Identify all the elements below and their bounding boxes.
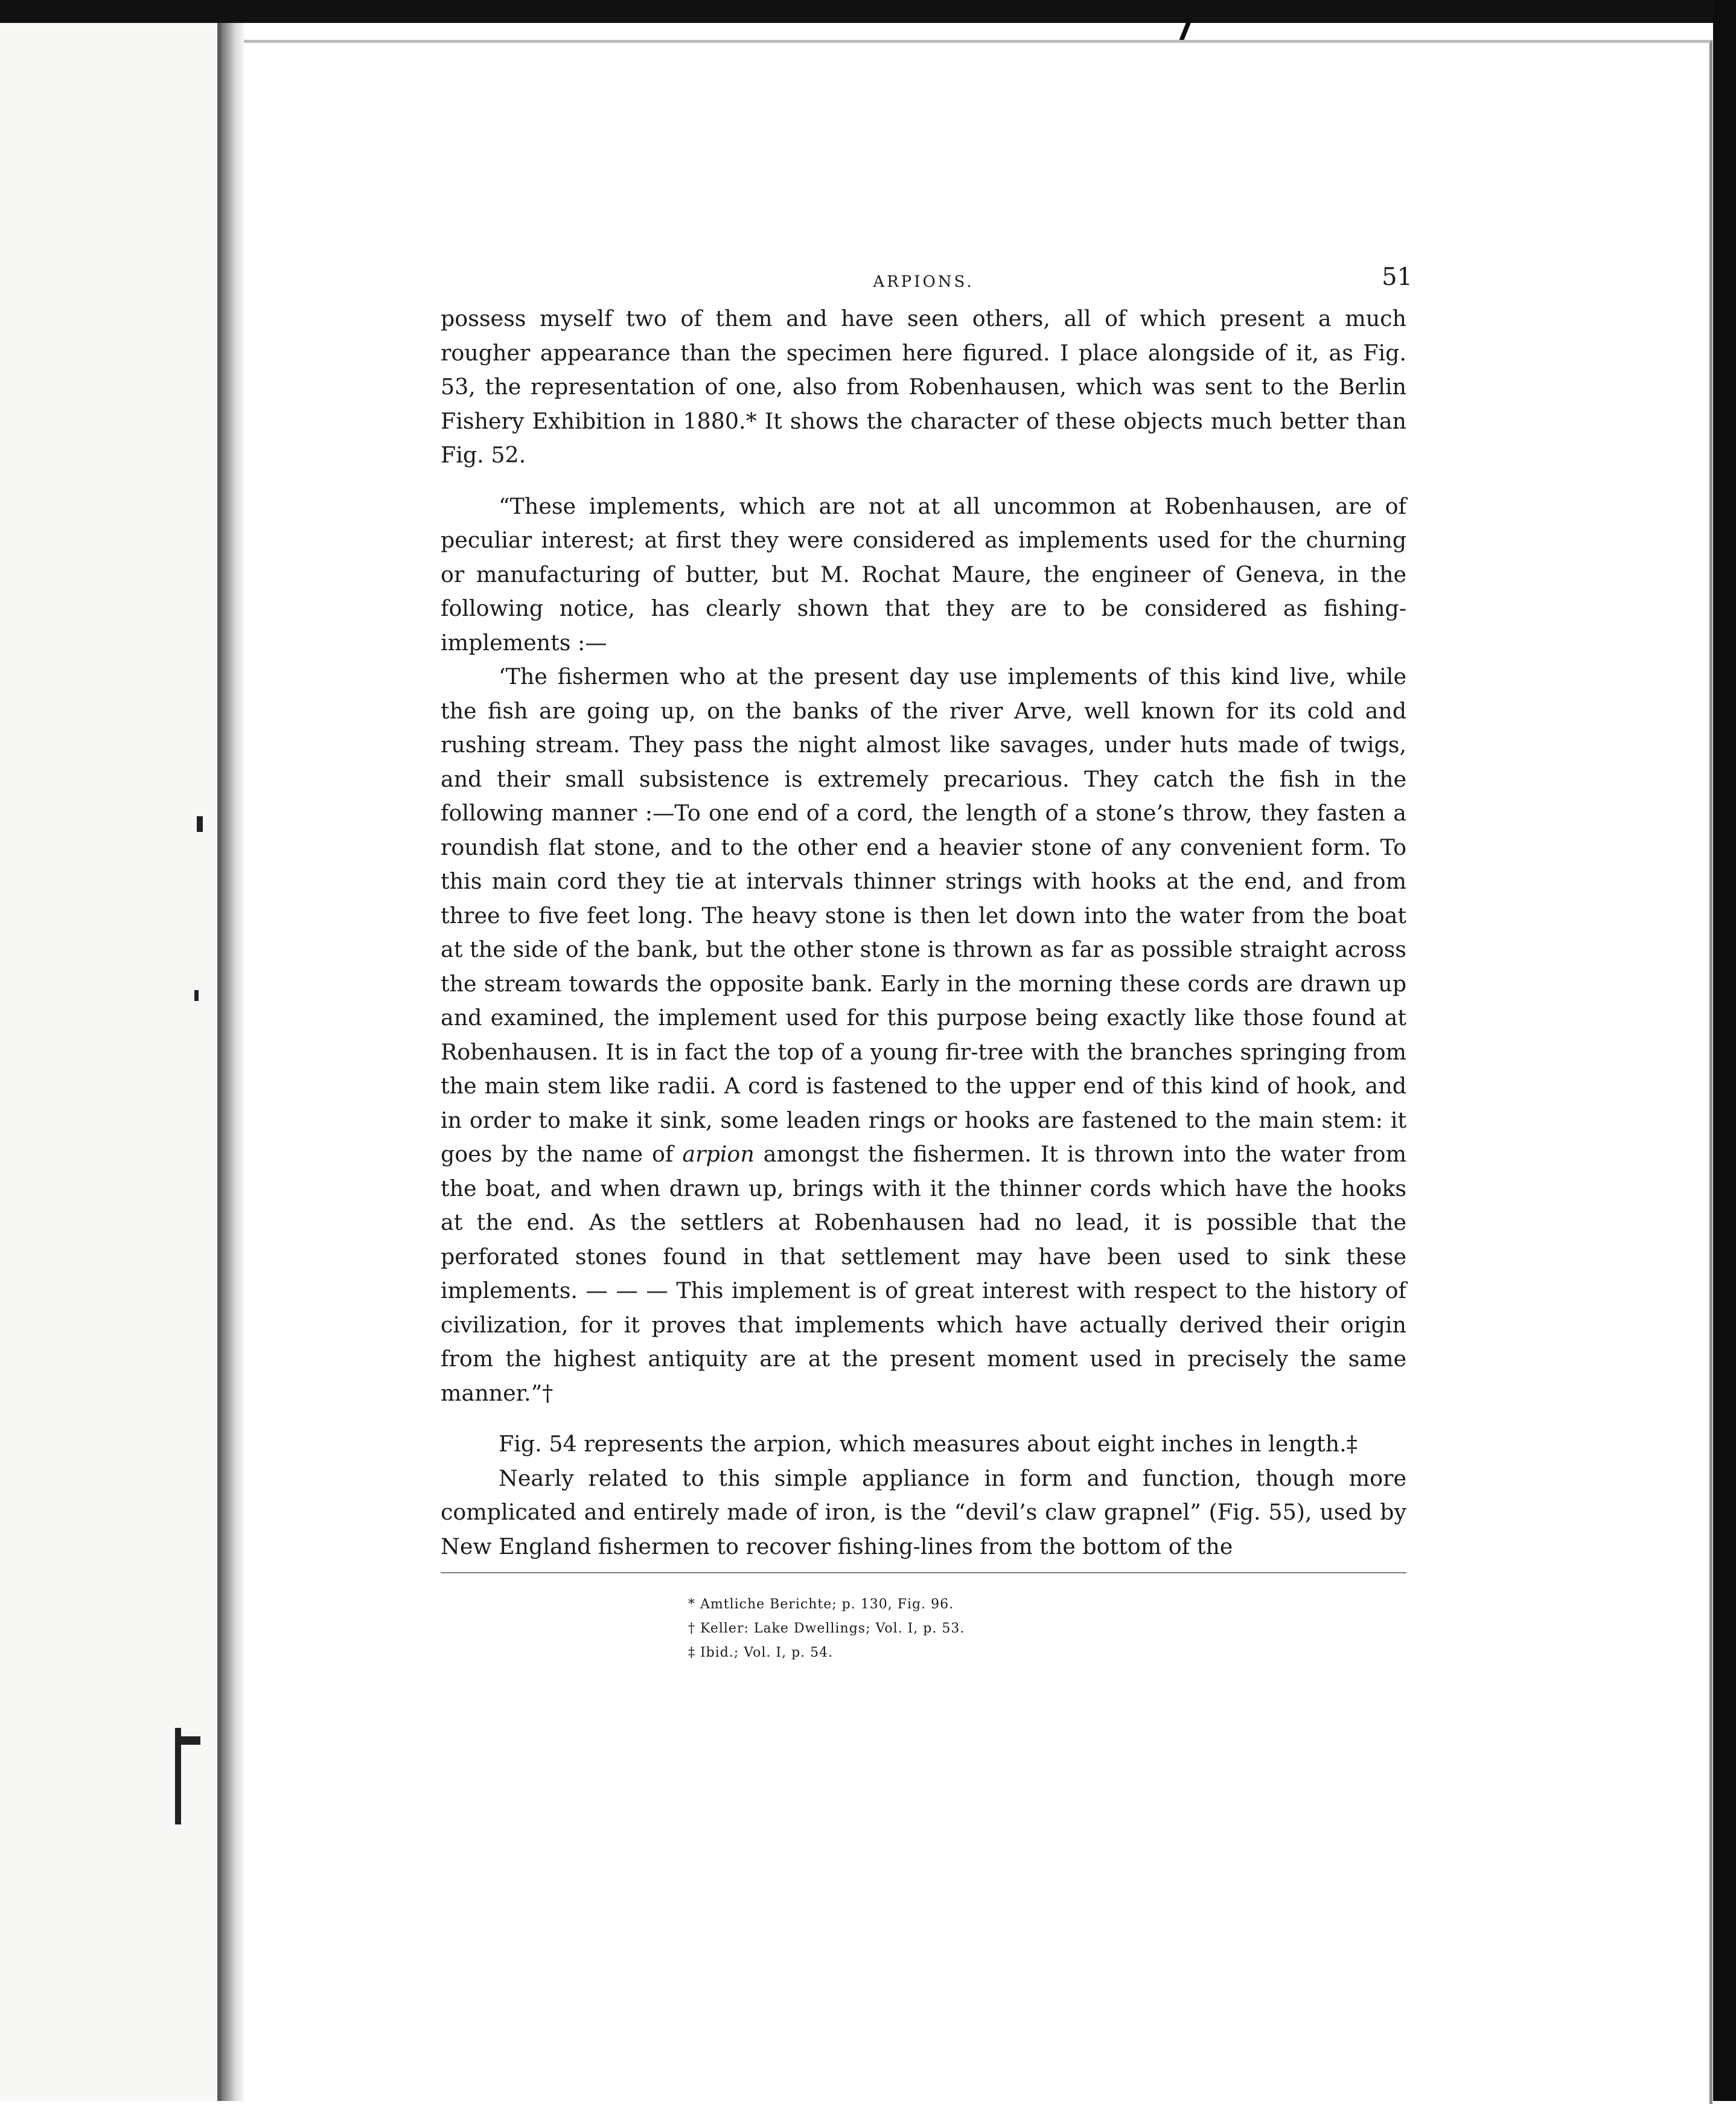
body-paragraph: Nearly related to this simple appliance in form and function, though more complicated and entirely made of iron, is the “devil’s claw grapnel” (Fig. 55), used by New England fishermen to recover fishing-lines from the bottom of the (441, 1465, 1406, 1559)
footnote: * Amtliche Berichte; p. 130, Fig. 96. (688, 1597, 954, 1612)
footnotes (441, 1593, 1406, 1665)
margin-mark (194, 990, 199, 1001)
paragraph-text: ‘The fishermen who at the present day use implements of this kind live, while the fish are going up, on the banks of the river Arve, well known for its cold and rushing stream. They pass the night almost like savages, under huts made of twigs, and their small subsistence is extremely precarious. They catch the fish in the following manner :—To one end of a cord, the length of a stone’s throw, they fasten a roundish flat stone, and to the other end a heavier stone of any convenient form. To this main cord they tie at intervals thinner strings with hooks at the end, and from three to five feet long. The heavy stone is then let down into the water from the boat at the side of the bank, but the other stone is thrown as far as possible straight across the stream towards the opposite bank. Early in the morning these cords are drawn up and examined, the implement used for this purpose being exactly like those found at Robenhausen. It is in fact the top of a young fir-tree with the branches springing from the main stem like radii. A cord is fastened to the upper end of this kind of hook, and in order to make it sink, some leaden rings or hooks are fastened to the main stem: it goes by the name of (441, 663, 1406, 1167)
page-content (441, 263, 1412, 1665)
running-head (441, 263, 1412, 299)
body-paragraph: possess myself two of them and have seen others, all of which present a much rougher appearance than the specimen here figured. I place alongside of it, as Fig. 53, the representation of one, also from Robenhausen, which was sent to the Berlin Fishery Exhibition in 1880.* It shows the character of these objects much better than Fig. 52. (441, 305, 1406, 468)
footnote: ‡ Ibid.; Vol. I, p. 54. (688, 1645, 834, 1660)
body-paragraph (441, 660, 1406, 1410)
body-paragraph: “These implements, which are not at all uncommon at Robenhausen, are of peculiar interest; at first they were considered as implements used for the churning or manufacturing of butter, but M. Rochat Maure, the engineer of Geneva, in the following notice, has clearly shown that they are to be considered as fishing-implements :— (441, 493, 1406, 656)
binding-gutter (221, 23, 245, 2101)
running-head-title: ARPIONS. (873, 273, 974, 291)
body-paragraph: Fig. 54 represents the arpion, which measures about eight inches in length.‡ (499, 1431, 1358, 1457)
scan-top-border (0, 0, 1736, 23)
margin-mark (175, 1736, 200, 1745)
page-number: 51 (1382, 263, 1412, 291)
footnote-rule (441, 1572, 1406, 1573)
scan-right-border (1713, 0, 1736, 2101)
facing-page-edge (0, 23, 221, 2101)
footnote: † Keller: Lake Dwellings; Vol. I, p. 53. (688, 1621, 965, 1636)
paragraph-text: amongst the fishermen. It is thrown into the water from the boat, and when drawn up, brings with it the thinner cords which have the hooks at the end. As the settlers at Robenhausen had no lead, it is possible that the perforated stones found in that settlement may have been used to sink these implements. — — — This implement is of great interest with respect to the history of civilization, for it proves that implements which have actually derived their origin from the highest antiquity are at the present moment used in precisely the same manner.”† (441, 1141, 1406, 1406)
italic-term: arpion (682, 1141, 755, 1167)
margin-mark (197, 816, 203, 832)
